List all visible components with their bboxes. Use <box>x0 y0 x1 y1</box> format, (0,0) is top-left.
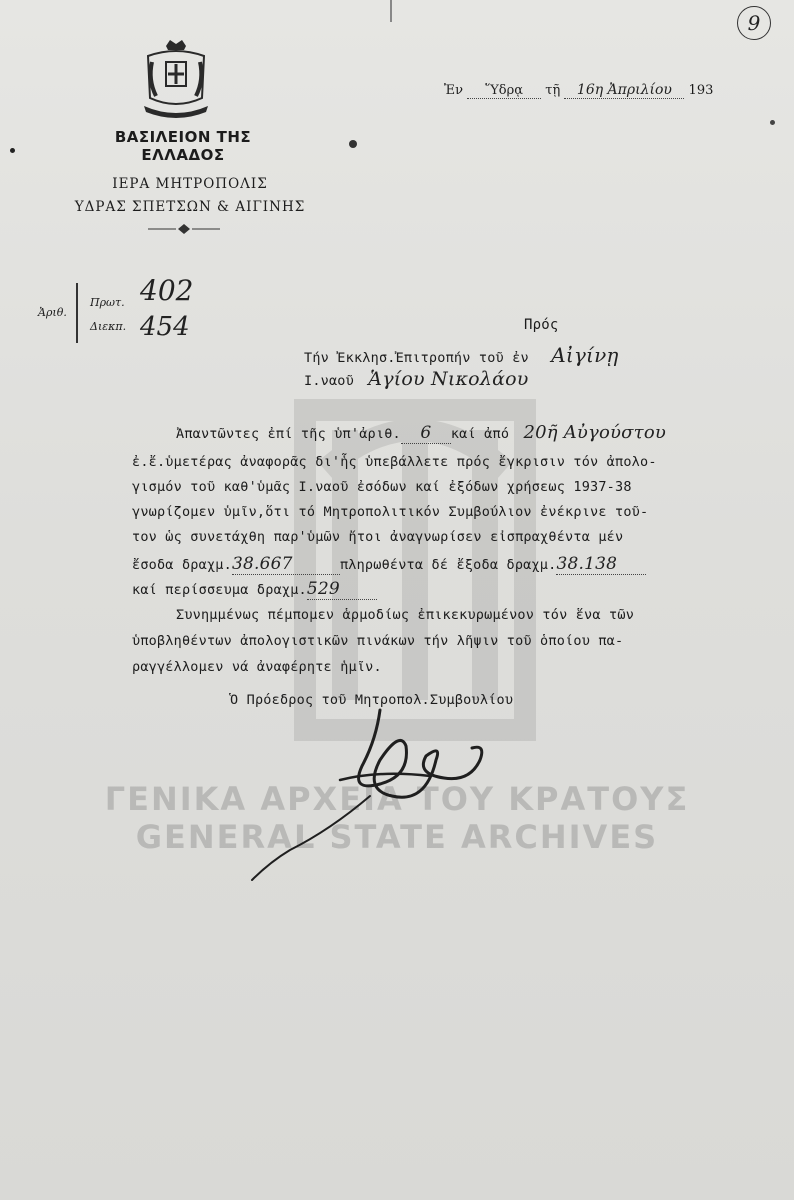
reference-brace <box>76 283 78 343</box>
watermark-english: GENERAL STATE ARCHIVES <box>135 818 659 856</box>
surplus-amount: 529 <box>307 579 377 600</box>
body-line-2: ἐ.ἔ.ὑμετέρας ἀναφορᾶς δι'ἧς ὑπεβάλλετε πρός ἔγκρισιν τόν ἀπολο- <box>132 454 657 470</box>
place-date-line <box>444 82 713 99</box>
scan-mark <box>390 0 392 22</box>
body-line-9: ὑποβληθέντων ἀπολογιστικῶν πινάκων τήν λῆψιν τοῦ ὁποίου πα- <box>132 633 624 649</box>
year-value: 193 <box>688 83 714 98</box>
pros-label: Πρός <box>524 317 559 333</box>
body-line-4: γνωρίζομεν ὑμῖν,ὅτι τό Μητροπολιτικόν Συμβούλιον ἐνέκρινε τοῦ- <box>132 504 649 520</box>
metropolis-line-1: ΙΕΡΑ ΜΗΤΡΟΠΟΛΙΣ <box>112 176 268 192</box>
body-line-10: ραγγέλλομεν νά ἀναφέρητε ἡμῖν. <box>132 659 382 675</box>
ornament-divider-icon <box>148 222 220 236</box>
margin-mark <box>10 148 15 153</box>
margin-mark <box>770 120 775 125</box>
recipient-saint: Ἁγίου Νικολάου <box>368 368 529 390</box>
ink-spot <box>349 140 357 148</box>
handwritten-signature <box>230 700 520 890</box>
closing-line: Ὁ Πρόεδρος τοῦ Μητροπολ.Συμβουλίου <box>230 692 514 708</box>
reference-label: Ἀριθ. <box>38 306 67 319</box>
body-line-3: γισμόν τοῦ καθ'ὑμᾶς Ι.ναοῦ ἐσόδων καί ἐξόδων χρήσεως 1937-38 <box>132 479 632 495</box>
body-text: πληρωθέντα δέ ἔξοδα δραχμ. <box>339 557 557 573</box>
body-text: καί περίσσευμα δραχμ. <box>132 582 307 598</box>
place-value: Ὕδρᾳ <box>467 83 541 99</box>
royal-crest-icon <box>140 40 212 118</box>
body-text: ἔσοδα δραχμ. <box>132 557 232 573</box>
place-prefix: Ἐν <box>444 83 463 98</box>
recipient-line-1-prefix: Τήν Ἐκκλησ.Ἐπιτροπήν τοῦ ἐν <box>304 350 529 366</box>
income-amount: 38.667 <box>232 554 340 575</box>
day-prefix: τῇ <box>545 83 561 98</box>
recipient-line-2 <box>304 368 529 390</box>
body-line-8: Συνημμένως πέμπομεν ἁρμοδίως ἐπικεκυρωμένον τόν ἕνα τῶν <box>176 607 635 623</box>
page-number-circle <box>737 6 771 40</box>
letter-date: 20ῆ Αὐγούστου <box>523 422 666 443</box>
body-text: καί ἀπό <box>450 426 510 442</box>
body-text: Ἀπαντῶντες ἐπί τῆς ὑπ'ἀριθ. <box>176 426 401 442</box>
body-line-5: τον ὡς συνετάχθη παρ'ὑμῶν ἤτοι ἀναγνωρίσεν εἰσπραχθέντα μέν <box>132 529 624 545</box>
body-line-6 <box>132 554 646 575</box>
diekp-label: Διεκπ. <box>90 320 127 333</box>
expense-amount: 38.138 <box>556 554 646 575</box>
recipient-line-2-prefix: Ι.ναοῦ <box>304 373 354 389</box>
protocol-label: Πρωτ. <box>90 296 125 309</box>
body-line-1 <box>176 422 666 444</box>
watermark-greek: ΓΕΝΙΚΑ ΑΡΧΕΙΑ ΤΟΥ ΚΡΑΤΟΥΣ <box>104 780 690 818</box>
metropolis-line-2: ΥΔΡΑΣ ΣΠΕΤΣΩΝ & ΑΙΓΙΝΗΣ <box>74 199 306 215</box>
kingdom-heading: ΒΑΣΙΛΕΙΟΝ ΤΗΣ ΕΛΛΑΔΟΣ <box>114 128 252 164</box>
page-number: 9 <box>747 11 761 35</box>
letter-number: 6 <box>401 423 451 444</box>
recipient-place: Αἰγίνῃ <box>551 343 619 367</box>
date-value: 16η Ἀπριλίου <box>564 82 684 99</box>
recipient-line-1 <box>304 343 619 367</box>
protocol-number: 402 <box>140 274 194 307</box>
body-line-7 <box>132 579 377 600</box>
diekp-number: 454 <box>140 312 190 342</box>
